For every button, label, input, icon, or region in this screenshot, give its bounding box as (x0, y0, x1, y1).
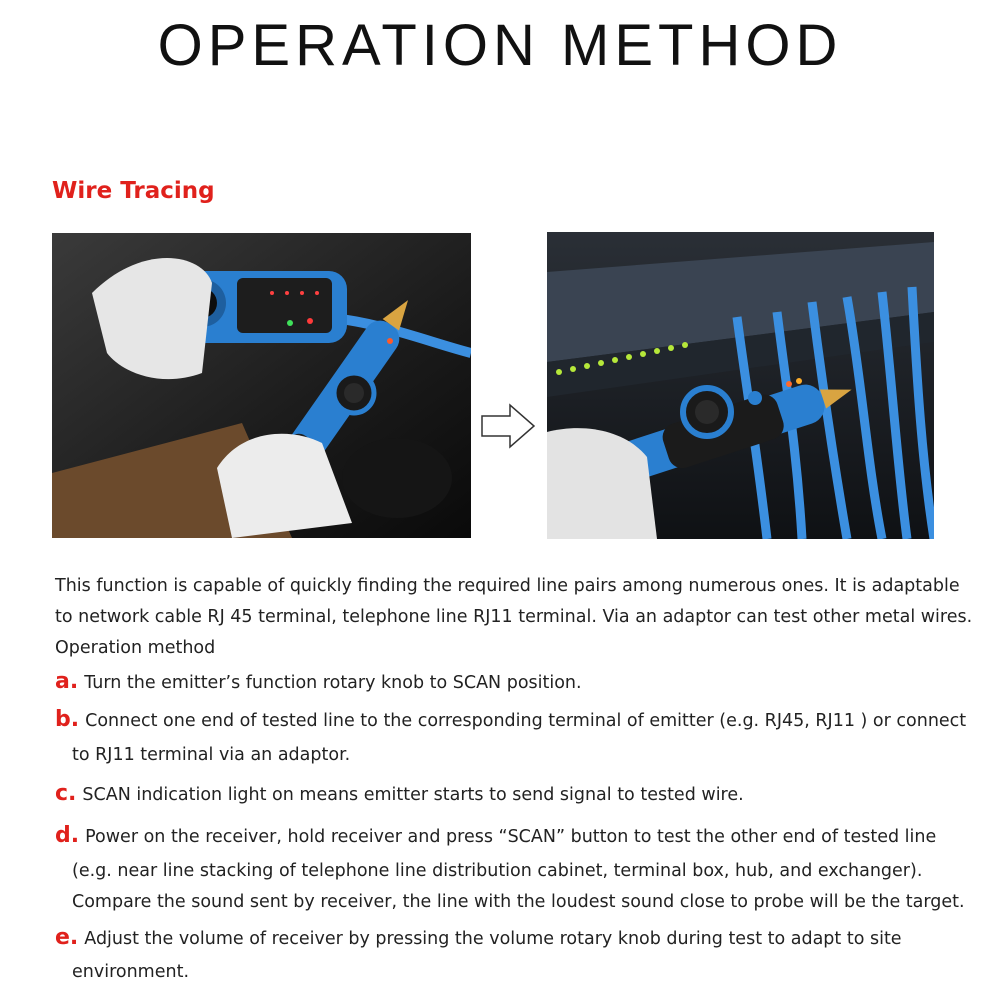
step-d-continuation-2: Compare the sound sent by receiver, the line with the loudest sound close to probe will be the target. (72, 892, 965, 912)
step-d-continuation-1: (e.g. near line stacking of telephone line distribution cabinet, terminal box, hub, and exchanger). (72, 861, 923, 881)
section-title: Wire Tracing (52, 178, 215, 204)
step-a (55, 669, 955, 694)
step-text: SCAN indication light on means emitter starts to send signal to tested wire. (82, 785, 744, 805)
wire-tracer-photo-right (547, 232, 934, 539)
step-text: Turn the emitter’s function rotary knob to SCAN position. (84, 673, 582, 693)
step-letter: a. (55, 669, 79, 694)
step-e (55, 925, 955, 950)
intro-line-3: Operation method (55, 638, 216, 658)
arrow-right-icon (480, 403, 536, 449)
step-letter: b. (55, 707, 80, 732)
intro-line-2: to network cable RJ 45 terminal, telephone line RJ11 terminal. Via an adaptor can test other metal wires. (55, 607, 973, 627)
page-title: OPERATION METHOD (157, 13, 843, 78)
step-b-continuation: to RJ11 terminal via an adaptor. (72, 745, 351, 765)
step-letter: d. (55, 823, 80, 848)
step-text: Connect one end of tested line to the corresponding terminal of emitter (e.g. RJ45, RJ11 ) or connect (85, 711, 967, 731)
step-text: Power on the receiver, hold receiver and press “SCAN” button to test the other end of tested line (85, 827, 937, 847)
step-c (55, 781, 955, 806)
step-letter: e. (55, 925, 79, 950)
intro-line-1: This function is capable of quickly finding the required line pairs among numerous ones. It is adaptable (55, 576, 960, 596)
step-e-continuation: environment. (72, 962, 190, 982)
step-text: Adjust the volume of receiver by pressing the volume rotary knob during test to adapt to site (84, 929, 902, 949)
step-letter: c. (55, 781, 77, 806)
step-d (55, 823, 955, 848)
step-b (55, 707, 967, 732)
wire-tracer-photo-left (52, 233, 471, 538)
